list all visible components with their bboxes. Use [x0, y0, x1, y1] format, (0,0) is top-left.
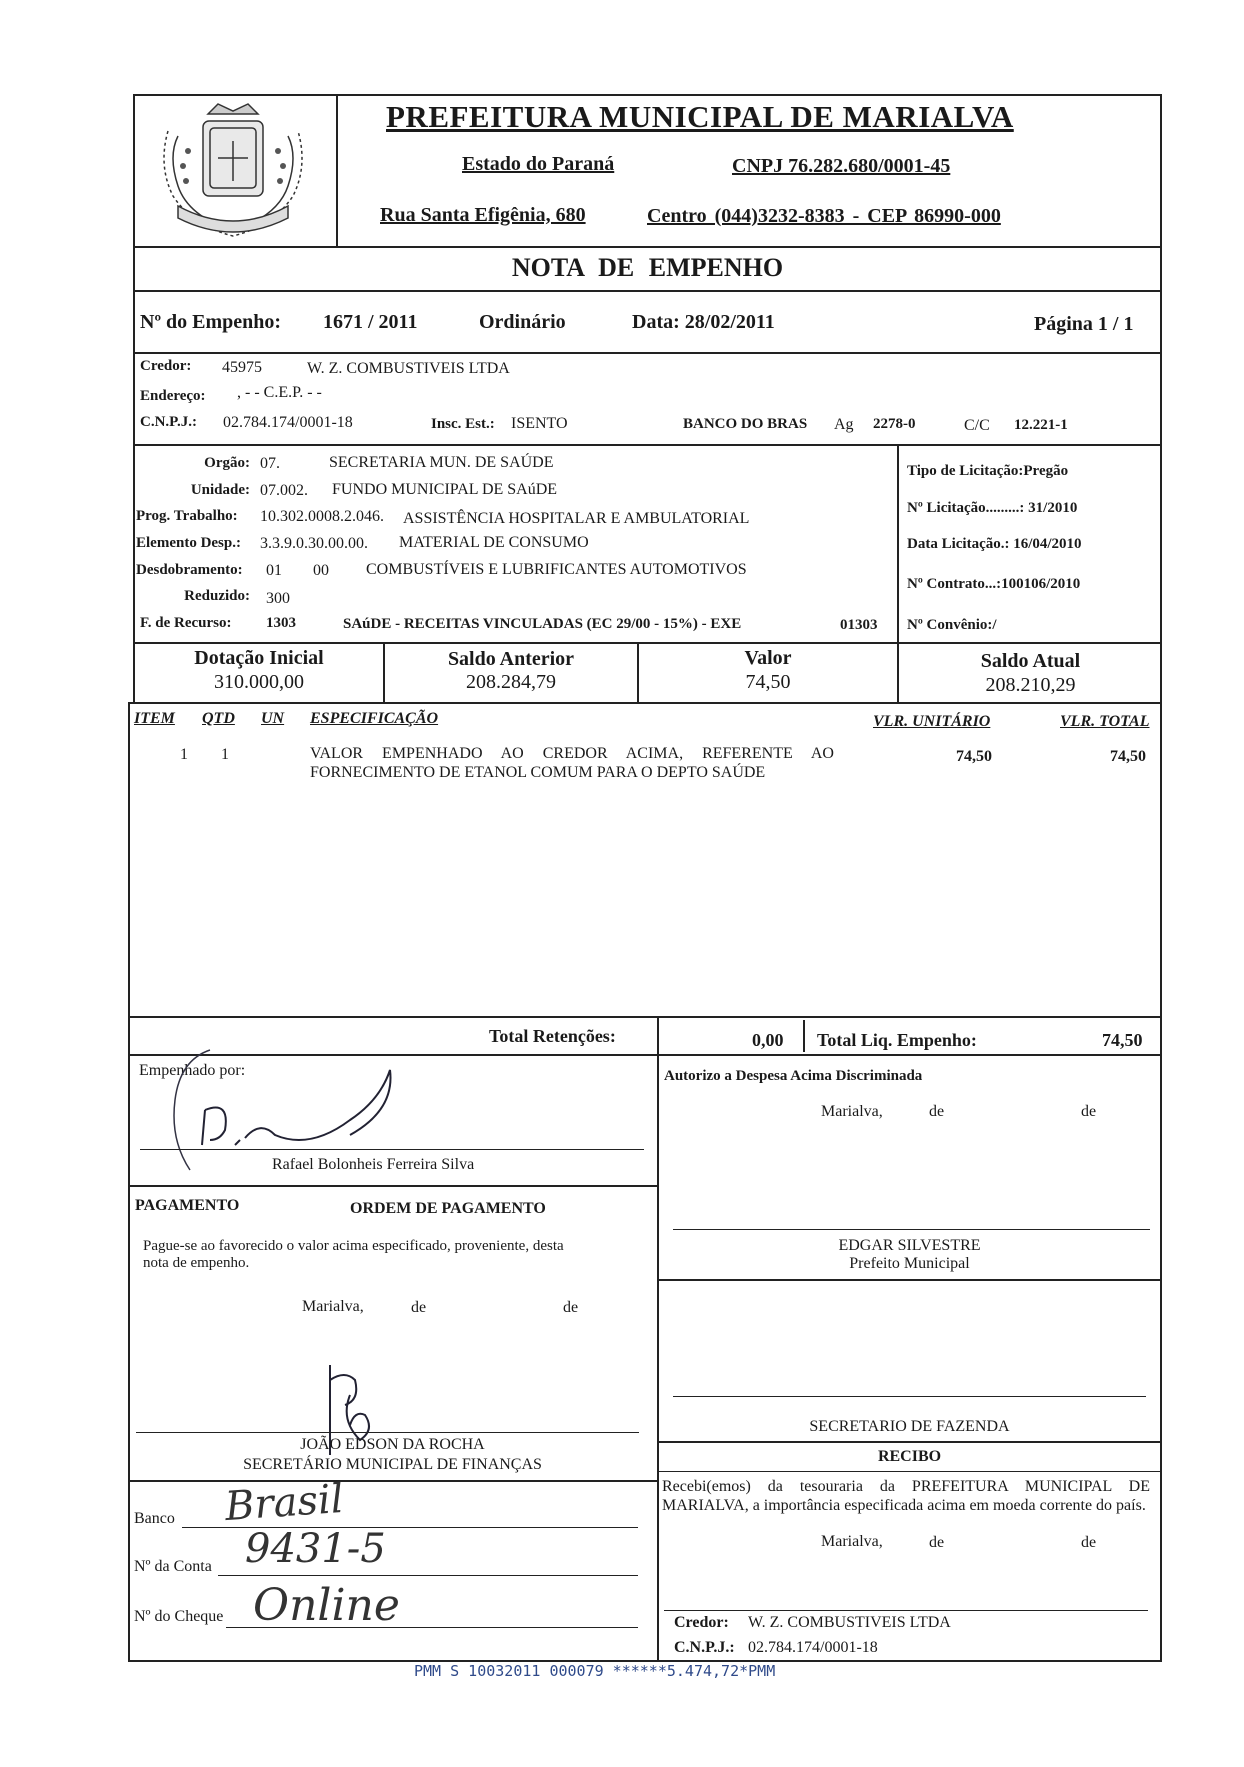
orgao-label: Orgão:	[204, 455, 250, 471]
prefeito-signature-line	[673, 1229, 1150, 1230]
numero-contrato: Nº Contrato...:100106/2010	[907, 576, 1081, 592]
banco-handwritten: Brasil	[223, 1475, 345, 1531]
col-un-header: UN	[261, 710, 285, 727]
item-spec-line1: VALOR EMPENHADO AO CREDOR ACIMA, REFERENTE AO	[310, 745, 834, 762]
col-vlr-total-header: VLR. TOTAL	[1060, 713, 1150, 730]
recibo-signature-line	[664, 1610, 1148, 1611]
total-retencoes-label: Total Retenções:	[489, 1026, 616, 1046]
elemento-label: Elemento Desp.:	[136, 535, 241, 551]
item-spec-line2: FORNECIMENTO DE ETANOL COMUM PARA O DEPTO SAÚDE	[310, 764, 766, 781]
conta-underline	[218, 1575, 638, 1576]
prog-trabalho-code: 10.302.0008.2.046.	[260, 508, 384, 525]
saldo-anterior-label: Saldo Anterior	[447, 648, 575, 670]
pagamento-label: PAGAMENTO	[135, 1197, 240, 1214]
pagamento-de-1: de	[411, 1299, 427, 1316]
totals-divider-1	[657, 1016, 659, 1056]
lower-divider	[657, 1054, 659, 1662]
col-item-header: ITEM	[134, 710, 175, 727]
payment-stamp: PMM S 10032011 000079 ******5.474,72*PMM	[414, 1662, 776, 1680]
tipo-licitacao: Tipo de Licitação:Pregão	[907, 463, 1069, 479]
credor-footer-cnpj-label: C.N.P.J.:	[674, 1639, 735, 1656]
dotacao-inicial-value: 310.000,00	[214, 671, 304, 693]
cheque-underline	[226, 1627, 638, 1628]
credor-cnpj: 02.784.174/0001-18	[223, 414, 353, 431]
header-address: Rua Santa Efigênia, 680	[380, 204, 586, 226]
recibo-place: Marialva,	[821, 1533, 883, 1550]
empenhado-bottom-line	[128, 1185, 657, 1187]
item-number: 1	[180, 746, 188, 763]
autorizo-label: Autorizo a Despesa Acima Discriminada	[664, 1068, 923, 1084]
prefeito-title: Prefeito Municipal	[849, 1255, 970, 1272]
recibo-title: RECIBO	[877, 1448, 942, 1465]
saldo-atual-value: 208.210,29	[985, 674, 1076, 696]
valor-label: Valor	[744, 647, 792, 669]
financas-title: SECRETÁRIO MUNICIPAL DE FINANÇAS	[243, 1456, 542, 1473]
financas-name: JOÃO EDSON DA ROCHA	[300, 1436, 485, 1453]
total-liquido-label: Total Liq. Empenho:	[817, 1030, 977, 1050]
numero-licitacao: Nº Licitação.........: 31/2010	[907, 500, 1078, 516]
reduzido-label: Reduzido:	[184, 588, 250, 604]
recurso-number: 01303	[840, 617, 878, 633]
recibo-de-2: de	[1081, 1534, 1097, 1551]
total-liquido-value: 74,50	[1102, 1030, 1143, 1050]
conta-corrente-value: 12.221-1	[1014, 417, 1068, 433]
pagamento-text-1: Pague-se ao favorecido o valor acima especificado, proveniente, desta	[143, 1238, 564, 1254]
saldo-atual-label: Saldo Atual	[980, 650, 1081, 672]
orgao-name: SECRETARIA MUN. DE SAÚDE	[329, 454, 554, 471]
cheque-label: Nº do Cheque	[134, 1608, 224, 1625]
col-especificacao-header: ESPECIFICAÇÃO	[310, 710, 439, 727]
reduzido-value: 300	[266, 590, 290, 607]
empenhado-por-label: Empenhado por:	[139, 1062, 246, 1079]
credor-code: 45975	[222, 359, 262, 376]
desdobramento-a: 01	[266, 562, 282, 579]
fazenda-bottom-line	[657, 1441, 1162, 1443]
empenho-number: 1671 / 2011	[323, 311, 418, 333]
document-title: NOTA DE EMPENHO	[511, 253, 784, 282]
recurso-name: SAúDE - RECEITAS VINCULADAS (EC 29/00 - 15%) - EXE	[343, 616, 742, 632]
recibo-text: Recebi(emos) da tesouraria da PREFEITURA MUNICIPAL DE MARIALVA, a importância especificada acima em moeda corrente do país.	[662, 1478, 1150, 1514]
agencia-value: 2278-0	[873, 416, 916, 432]
insc-label: Insc. Est.:	[431, 416, 495, 432]
empenho-type: Ordinário	[479, 311, 566, 333]
page-indicator: Página 1 / 1	[1034, 313, 1134, 335]
empenho-date: Data: 28/02/2011	[632, 311, 775, 333]
conta-handwritten: 9431-5	[245, 1526, 386, 1572]
conta-label: Nº da Conta	[134, 1558, 212, 1575]
pagamento-de-2: de	[563, 1299, 579, 1316]
recurso-code: 1303	[266, 615, 296, 631]
totals-divider-2	[803, 1020, 805, 1052]
conta-corrente-label: C/C	[964, 417, 990, 434]
desdobramento-name: COMBUSTÍVEIS E LUBRIFICANTES AUTOMOTIVOS	[366, 561, 747, 578]
prefeito-name: EDGAR SILVESTRE	[838, 1237, 981, 1254]
elemento-code: 3.3.9.0.30.00.00.	[260, 535, 368, 552]
desdobramento-label: Desdobramento:	[136, 562, 243, 578]
banco-label: Banco	[134, 1510, 175, 1527]
numero-convenio: Nº Convênio:/	[907, 617, 997, 633]
cnpj-label: C.N.P.J.:	[140, 414, 197, 430]
financas-bottom-line	[128, 1480, 657, 1482]
total-retencoes-value: 0,00	[752, 1030, 784, 1050]
col-vlr-unitario-header: VLR. UNITÁRIO	[873, 713, 991, 730]
header-contact: Centro (044)3232-8383 - CEP 86990-000	[647, 205, 1001, 227]
dotacao-inicial-label: Dotação Inicial	[194, 647, 324, 669]
unidade-name: FUNDO MUNICIPAL DE SAúDE	[332, 481, 558, 498]
empenhado-signature-line	[140, 1149, 644, 1150]
credor-name: W. Z. COMBUSTIVEIS LTDA	[307, 360, 510, 377]
recurso-label: F. de Recurso:	[140, 615, 232, 631]
unidade-label: Unidade:	[190, 482, 250, 498]
item-vlr-total: 74,50	[1110, 748, 1146, 765]
credor-label: Credor:	[140, 358, 192, 374]
municipal-coat-of-arms-icon	[138, 96, 333, 244]
recibo-title-line	[657, 1471, 1162, 1472]
endereco-value: , - - C.E.P. - -	[237, 384, 322, 401]
desdobramento-b: 00	[313, 562, 329, 579]
autorizo-de-2: de	[1081, 1103, 1097, 1120]
licitacao-divider	[897, 444, 899, 644]
empenhado-name: Rafael Bolonheis Ferreira Silva	[272, 1156, 475, 1173]
prog-trabalho-label: Prog. Trabalho:	[136, 508, 238, 524]
header-state: Estado do Paraná	[462, 153, 615, 175]
recibo-de-1: de	[929, 1534, 945, 1551]
elemento-name: MATERIAL DE CONSUMO	[399, 534, 589, 551]
insc-value: ISENTO	[511, 415, 568, 432]
col-qtd-header: QTD	[202, 710, 235, 727]
unidade-code: 07.002.	[260, 482, 308, 499]
autorizo-place: Marialva,	[821, 1103, 883, 1120]
endereco-label: Endereço:	[140, 388, 206, 404]
empenho-number-label: Nº do Empenho:	[140, 311, 282, 333]
credor-footer-label: Credor:	[674, 1614, 729, 1631]
header-cnpj: CNPJ 76.282.680/0001-45	[732, 155, 951, 177]
logo-divider	[336, 94, 338, 248]
pagamento-place: Marialva,	[302, 1298, 364, 1315]
item-vlr-unitario: 74,50	[956, 748, 992, 765]
valor-value: 74,50	[745, 671, 791, 693]
prefeito-bottom-line	[657, 1279, 1162, 1281]
banco-name: BANCO DO BRAS	[683, 416, 808, 432]
header-title: PREFEITURA MUNICIPAL DE MARIALVA	[386, 99, 1014, 134]
financas-signature-line	[136, 1432, 639, 1433]
prog-trabalho-name: ASSISTÊNCIA HOSPITALAR E AMBULATORIAL	[403, 510, 750, 527]
ordem-pagamento-label: ORDEM DE PAGAMENTO	[350, 1200, 546, 1217]
cheque-handwritten: Online	[253, 1580, 400, 1631]
item-qtd: 1	[221, 746, 229, 763]
pagamento-text-2: nota de empenho.	[143, 1255, 250, 1271]
data-licitacao: Data Licitação.: 16/04/2010	[907, 536, 1082, 552]
autorizo-de-1: de	[929, 1103, 945, 1120]
saldo-anterior-value: 208.284,79	[466, 671, 556, 693]
agencia-label: Ag	[834, 416, 854, 433]
orgao-code: 07.	[260, 455, 280, 472]
credor-footer-name: W. Z. COMBUSTIVEIS LTDA	[748, 1614, 951, 1631]
fazenda-title: SECRETARIO DE FAZENDA	[809, 1418, 1010, 1435]
credor-footer-cnpj: 02.784.174/0001-18	[748, 1639, 878, 1656]
fazenda-signature-line	[673, 1396, 1146, 1397]
